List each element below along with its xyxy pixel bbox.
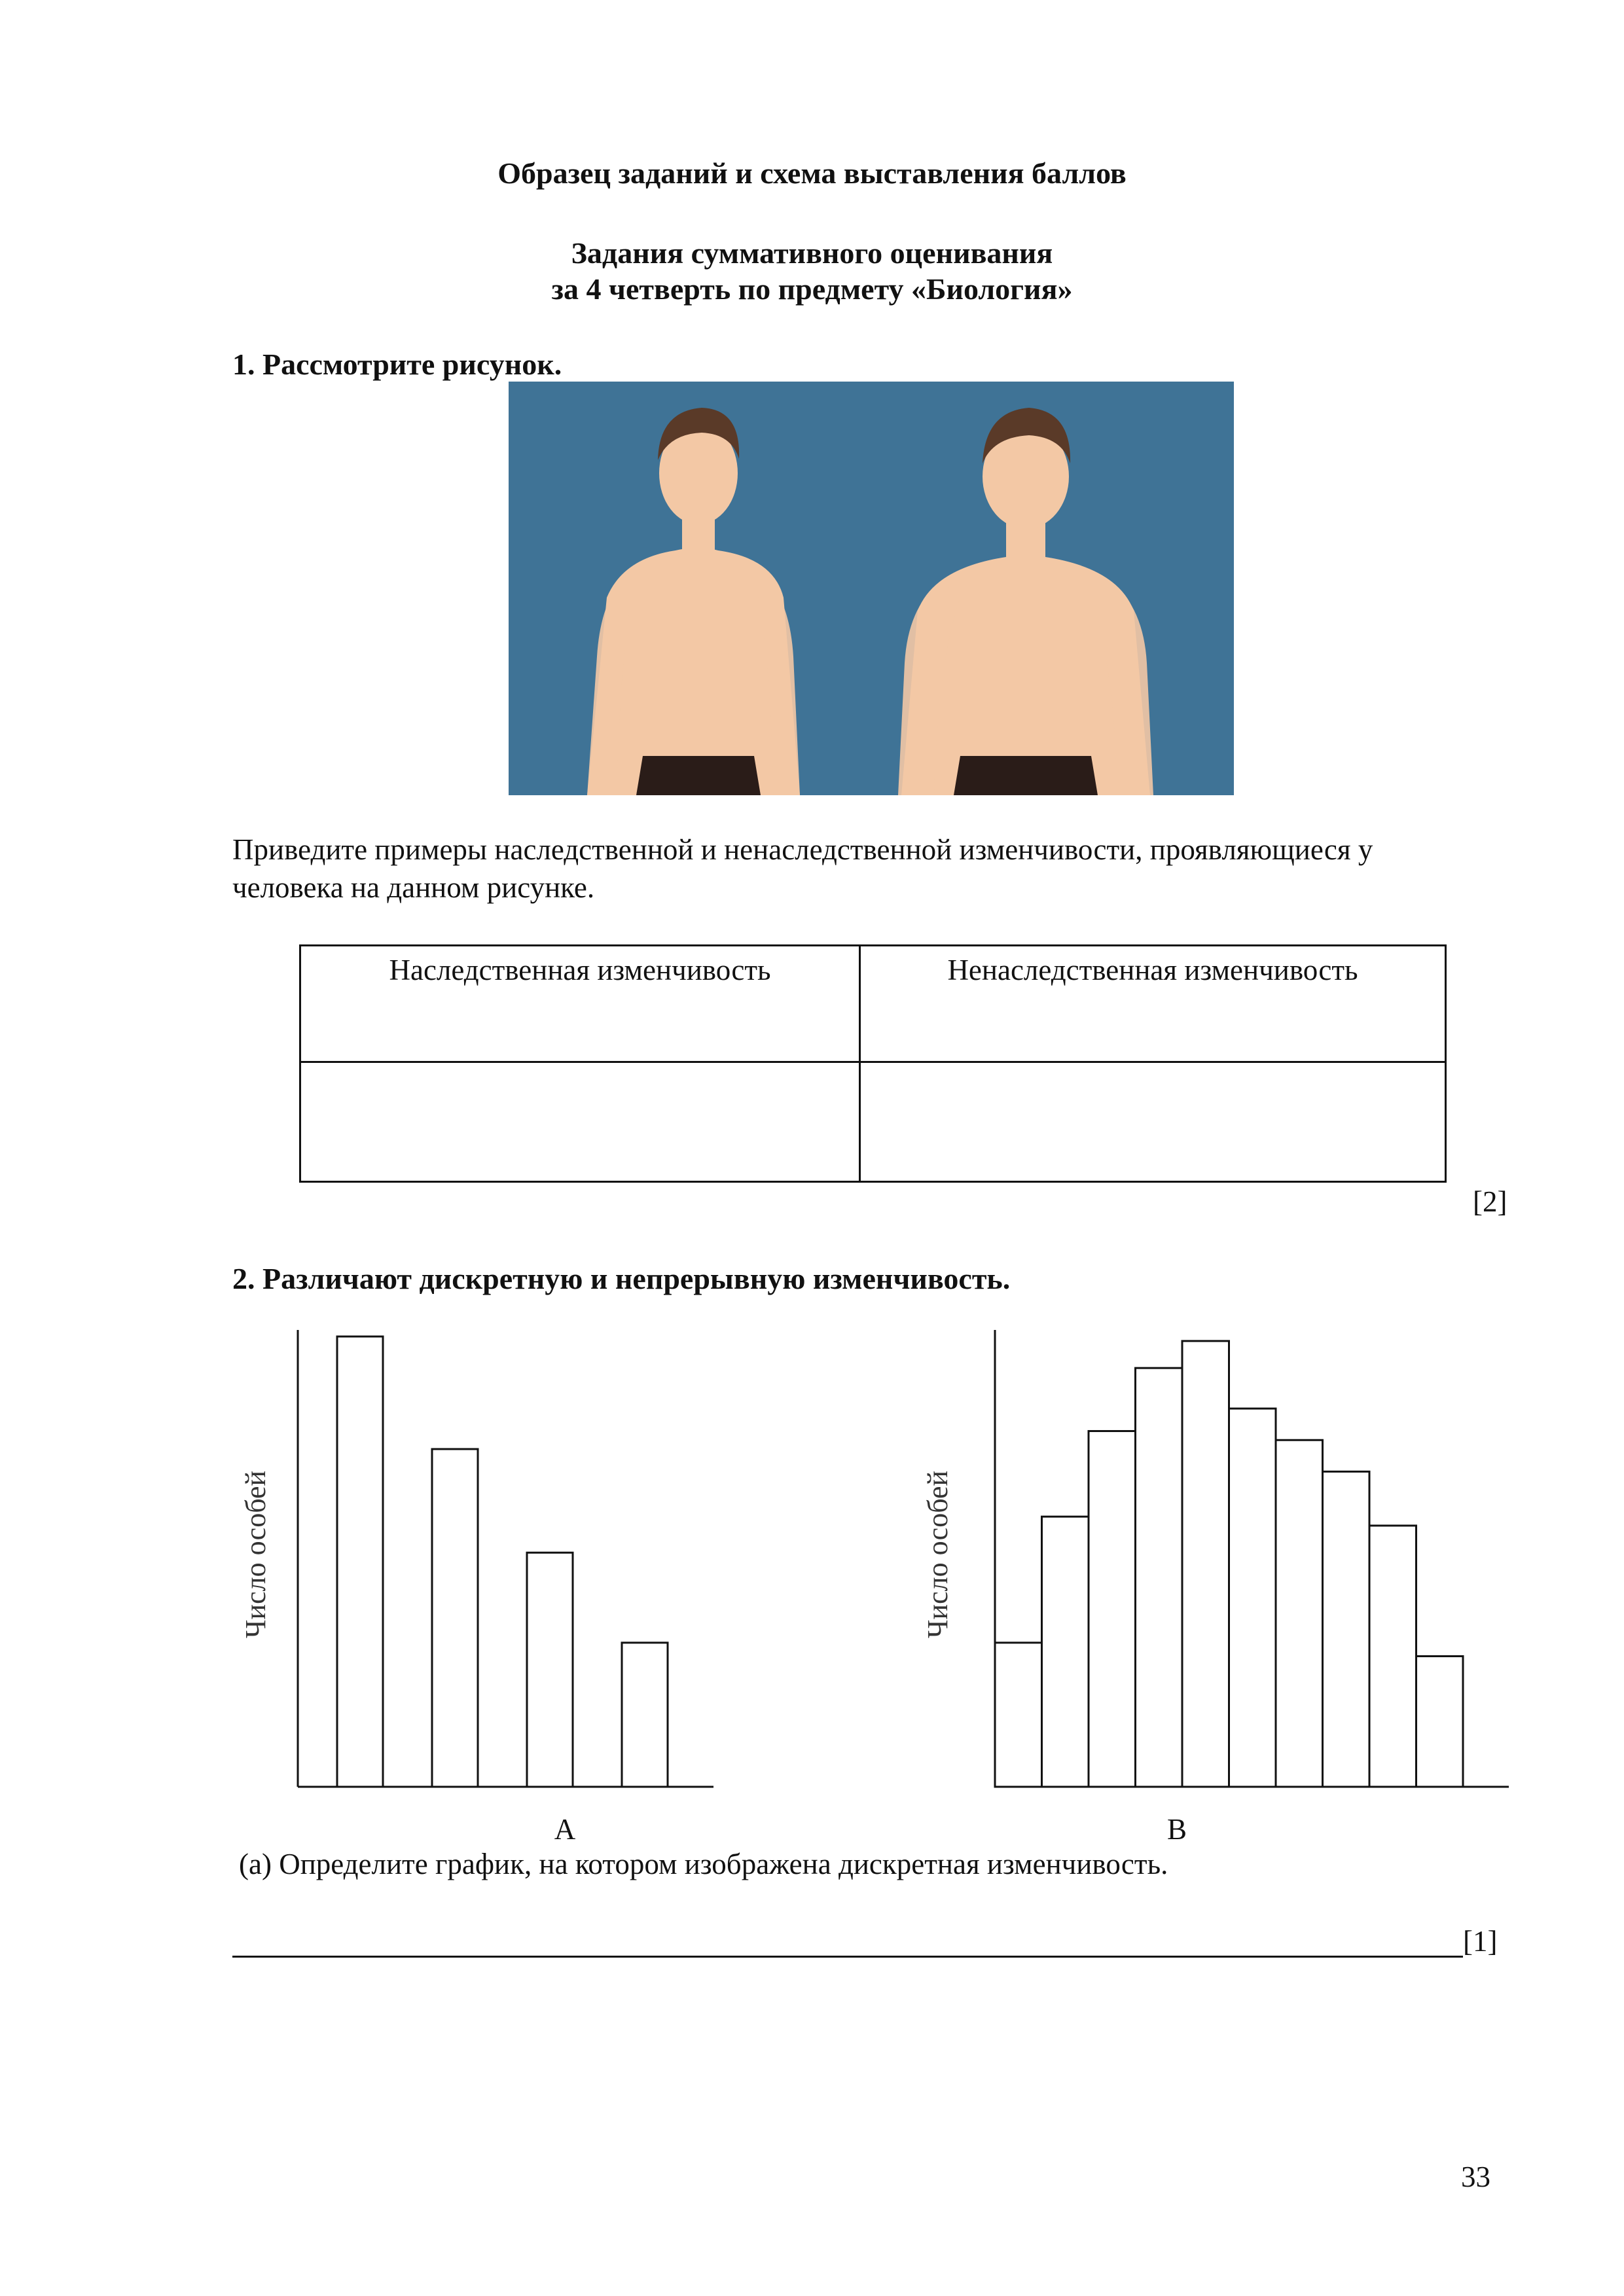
answer-line[interactable] <box>232 1956 1463 1958</box>
chart-b-bar-10 <box>1416 1656 1464 1787</box>
chart-a-ylabel: Число особей <box>240 1470 272 1639</box>
table-answer-row <box>300 1062 1446 1182</box>
chart-a-bar-4 <box>622 1643 668 1787</box>
chart-b-bar-9 <box>1369 1526 1416 1787</box>
variability-table <box>299 944 1447 1183</box>
document-subheading-line1: Задания суммативного оценивания <box>571 236 1053 270</box>
document-subheading-line2: за 4 четверть по предмету «Биология» <box>551 272 1073 306</box>
chart-a-bar-1 <box>337 1336 383 1787</box>
chart-b-bar-1 <box>995 1643 1042 1787</box>
table-header-nonhereditary: Ненаследственная изменчивость <box>860 946 1446 1062</box>
chart-b-bar-8 <box>1323 1471 1370 1787</box>
chart-b-ylabel: Число особей <box>922 1470 954 1639</box>
chart-b-bar-6 <box>1229 1408 1276 1787</box>
chart-b-bar-7 <box>1276 1440 1323 1787</box>
question1-prompt-line1: Приведите примеры наследственной и ненаследственной изменчивости, проявляющиеся у <box>232 833 1373 866</box>
chart-a-label: A <box>554 1813 576 1846</box>
chart-b-bar-5 <box>1182 1341 1229 1787</box>
answer-cell-hereditary[interactable] <box>300 1062 860 1182</box>
question1-prompt-line2: человека на данном рисунке. <box>232 871 595 904</box>
illustration-two-men <box>509 382 1234 795</box>
chart-a-bar-3 <box>527 1552 573 1787</box>
page-number: 33 <box>1461 2161 1490 2193</box>
chart-b-bar-2 <box>1042 1516 1089 1787</box>
chart-b-bar-3 <box>1089 1431 1136 1787</box>
table-header-hereditary: Наследственная изменчивость <box>300 946 860 1062</box>
illustration-svg <box>509 382 1234 795</box>
chart-b-bar-4 <box>1136 1368 1183 1787</box>
document-heading: Образец заданий и схема выставления баллов <box>497 156 1127 190</box>
question2-score: [1] <box>1463 1925 1498 1958</box>
question2-part-a: (a) Определите график, на котором изображена дискретная изменчивость. <box>239 1848 1168 1880</box>
question2-title: 2. Различают дискретную и непрерывную изменчивость. <box>232 1262 1011 1295</box>
question1-title: 1. Рассмотрите рисунок. <box>232 348 562 381</box>
table-header-row <box>300 946 1446 1062</box>
chart-a-bar-2 <box>432 1449 478 1787</box>
question1-score: [2] <box>1473 1185 1507 1218</box>
answer-cell-nonhereditary[interactable] <box>860 1062 1446 1182</box>
chart-b <box>913 1329 1515 1865</box>
chart-a <box>232 1329 730 1865</box>
chart-b-label: B <box>1166 1813 1187 1846</box>
